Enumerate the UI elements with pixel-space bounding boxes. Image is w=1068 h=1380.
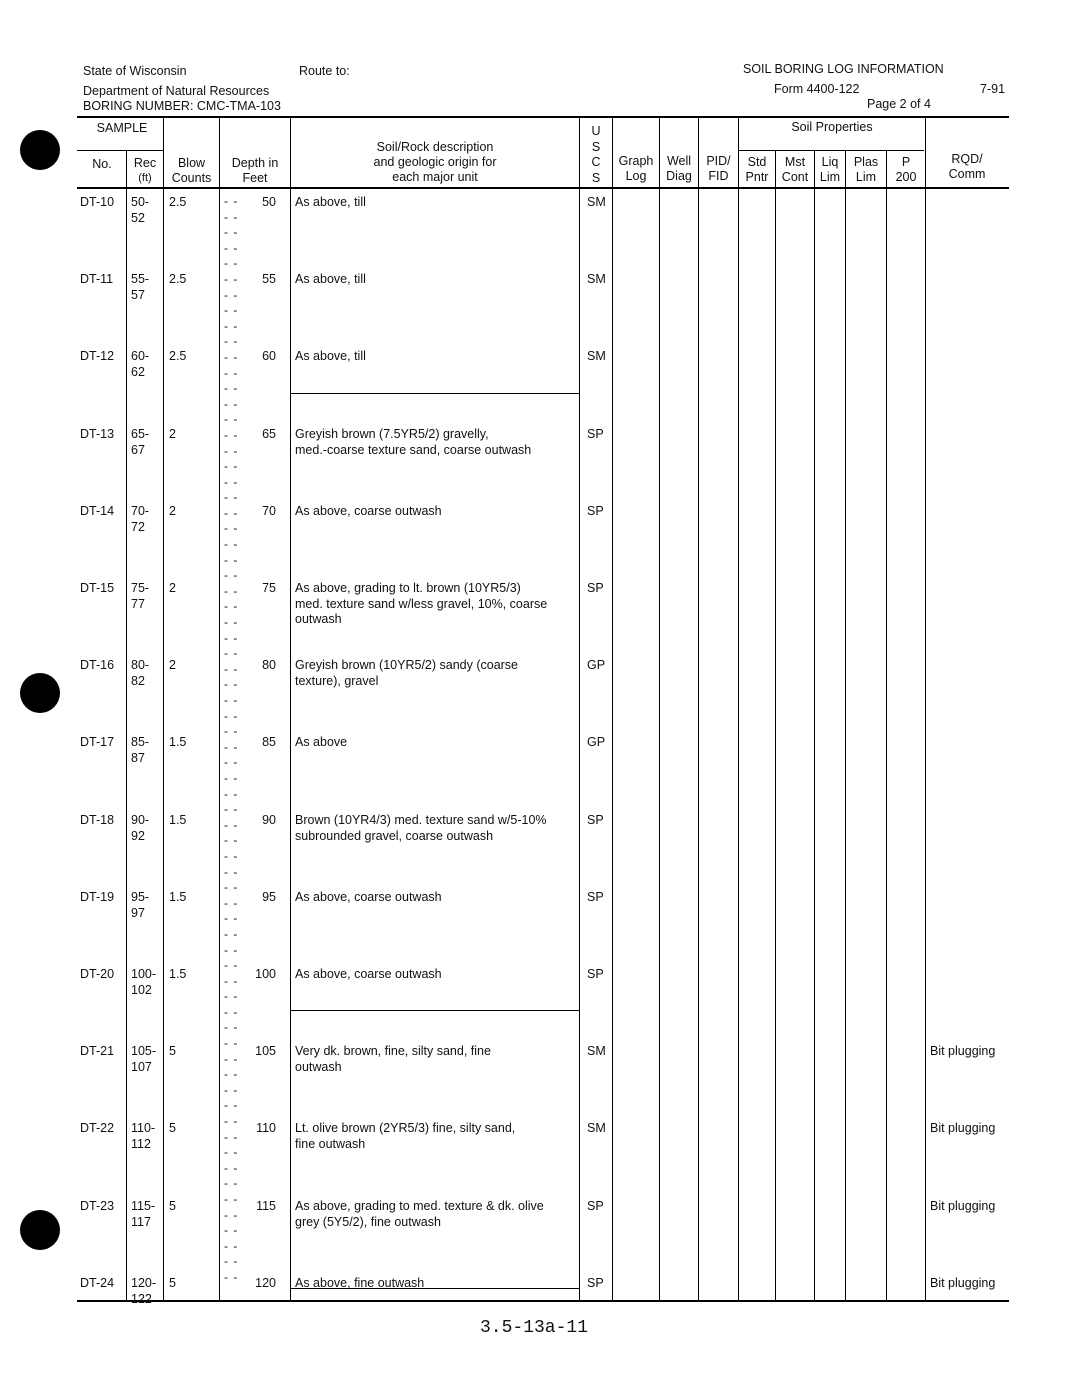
col-line-liq bbox=[814, 151, 815, 1301]
page-indicator: Page 2 of 4 bbox=[867, 97, 931, 111]
depth-value: 50 bbox=[262, 195, 276, 209]
col-line-std bbox=[738, 117, 739, 1302]
sample-number: DT-21 bbox=[80, 1044, 115, 1058]
blow-counts: 5 bbox=[169, 1121, 176, 1135]
soil-description: As above, grading to lt. brown (10YR5/3) med. texture sand w/less gravel, 10%, coarse outwash bbox=[295, 581, 548, 626]
col-line-mst bbox=[775, 151, 776, 1301]
soil-props-subheader-line bbox=[738, 150, 924, 151]
description-header: Soil/Rock description and geologic origin for each major unit bbox=[373, 140, 497, 184]
soil-description: As above, fine outwash bbox=[295, 1276, 425, 1290]
soil-description: Greyish brown (10YR5/2) sandy (coarse texture), gravel bbox=[295, 658, 519, 688]
soil-description: As above, coarse outwash bbox=[295, 504, 442, 518]
depth-value: 65 bbox=[262, 427, 276, 441]
header-bottom-line bbox=[77, 187, 1009, 189]
depth-value: 60 bbox=[262, 349, 276, 363]
sample-number: DT-13 bbox=[80, 427, 115, 441]
depth-header: Depth in Feet bbox=[231, 156, 279, 185]
depth-value: 90 bbox=[262, 813, 276, 827]
depth-value: 100 bbox=[255, 967, 276, 981]
uscs-code: SP bbox=[587, 1199, 604, 1213]
table-top-line bbox=[77, 116, 1009, 118]
col-line-pid bbox=[698, 117, 699, 1302]
unit-boundary-line-1 bbox=[290, 393, 579, 394]
unit-boundary-line-2 bbox=[290, 1010, 579, 1011]
uscs-code: SM bbox=[587, 195, 606, 209]
uscs-code: SP bbox=[587, 967, 604, 981]
col-line-uscs bbox=[579, 117, 580, 1302]
sample-number: DT-18 bbox=[80, 813, 115, 827]
blow-counts: 2 bbox=[169, 658, 176, 672]
p200-header: P 200 bbox=[895, 155, 917, 184]
recovery: 90- 92 bbox=[131, 813, 150, 843]
recovery: 55- 57 bbox=[131, 272, 150, 302]
uscs-code: SP bbox=[587, 581, 604, 595]
well-diag-header: Well Diag bbox=[666, 154, 692, 183]
col-line-desc bbox=[290, 117, 291, 1302]
soil-description: As above, coarse outwash bbox=[295, 967, 442, 981]
soil-description: As above, grading to med. texture & dk. olive grey (5Y5/2), fine outwash bbox=[295, 1199, 544, 1229]
blow-counts: 5 bbox=[169, 1199, 176, 1213]
uscs-code: SM bbox=[587, 272, 606, 286]
uscs-code: SM bbox=[587, 349, 606, 363]
log-title: SOIL BORING LOG INFORMATION bbox=[743, 62, 944, 76]
rqd-comm-header: RQD/ Comm bbox=[948, 152, 986, 181]
sample-subheader-line bbox=[77, 150, 163, 151]
blow-counts: 2 bbox=[169, 581, 176, 595]
pid-fid-header: PID/ FID bbox=[706, 154, 731, 183]
no-header: No. bbox=[92, 157, 112, 171]
recovery: 105- 107 bbox=[131, 1044, 157, 1074]
depth-value: 95 bbox=[262, 890, 276, 904]
depth-value: 105 bbox=[255, 1044, 276, 1058]
recovery: 100- 102 bbox=[131, 967, 157, 997]
form-date: 7-91 bbox=[980, 82, 1006, 96]
comment: Bit plugging bbox=[930, 1199, 996, 1213]
comment: Bit plugging bbox=[930, 1044, 996, 1058]
depth-value: 110 bbox=[256, 1121, 276, 1135]
uscs-code: SM bbox=[587, 1121, 606, 1135]
depth-value: 85 bbox=[262, 735, 276, 749]
uscs-code: GP bbox=[587, 735, 606, 749]
blow-counts: 1.5 bbox=[169, 735, 187, 749]
recovery: 95- 97 bbox=[131, 890, 150, 920]
soil-description: As above, till bbox=[295, 349, 366, 363]
sample-number: DT-15 bbox=[80, 581, 115, 595]
col-line-plas bbox=[845, 151, 846, 1301]
blow-counts: 2.5 bbox=[169, 349, 187, 363]
route-to-label: Route to: bbox=[299, 64, 350, 78]
recovery: 80- 82 bbox=[131, 658, 150, 688]
sample-number: DT-24 bbox=[80, 1276, 115, 1290]
soil-properties-header: Soil Properties bbox=[791, 120, 873, 134]
punch-hole-bottom bbox=[20, 1210, 60, 1250]
comment: Bit plugging bbox=[930, 1276, 996, 1290]
blow-counts: 1.5 bbox=[169, 890, 187, 904]
sample-number: DT-20 bbox=[80, 967, 115, 981]
blow-counts: 2.5 bbox=[169, 272, 187, 286]
liq-lim-header: Liq Lim bbox=[819, 155, 841, 184]
plas-lim-header: Plas Lim bbox=[853, 155, 879, 184]
soil-description: Lt. olive brown (2YR5/3) fine, silty sand, fine outwash bbox=[295, 1121, 516, 1151]
depth-value: 120 bbox=[255, 1276, 276, 1290]
col-line-blow bbox=[163, 117, 164, 1302]
col-line-rec bbox=[126, 151, 127, 1301]
sample-number: DT-16 bbox=[80, 658, 115, 672]
recovery: 70- 72 bbox=[131, 504, 150, 534]
depth-value: 115 bbox=[256, 1199, 276, 1213]
recovery: 120- 122 bbox=[131, 1276, 157, 1306]
state-label: State of Wisconsin bbox=[83, 64, 187, 78]
punch-hole-middle bbox=[20, 673, 60, 713]
depth-tick-dashes: - - - - - - - - - - - - - - - - - - - - - - - - - - - - - - - - - - - - - - - - - - - - - - - - - - - - - - - - - - - - - - - - - - - - - - - - - - - - - - - - - - - - - - - - - - - - - - - - - - - - - - - - - - - - - - - - - - - - - - - - - - - - - - - - - - - - - - - - - - - - bbox=[224, 194, 239, 1284]
recovery: 50- 52 bbox=[131, 195, 150, 225]
blow-counts: 2.5 bbox=[169, 195, 187, 209]
recovery: 115- 117 bbox=[131, 1199, 156, 1229]
soil-description: As above bbox=[295, 735, 348, 749]
uscs-code: SM bbox=[587, 1044, 606, 1058]
std-pntr-header: Std Pntr bbox=[745, 155, 769, 184]
recovery: 85- 87 bbox=[131, 735, 150, 765]
uscs-code: SP bbox=[587, 813, 604, 827]
sample-number: DT-10 bbox=[80, 195, 115, 209]
sample-number: DT-12 bbox=[80, 349, 115, 363]
col-line-graph bbox=[612, 117, 613, 1302]
uscs-header: U S C S bbox=[591, 124, 601, 185]
col-line-p200 bbox=[886, 151, 887, 1301]
blow-counts: 2 bbox=[169, 504, 176, 518]
blow-counts: 2 bbox=[169, 427, 176, 441]
boring-number: BORING NUMBER: CMC-TMA-103 bbox=[83, 99, 281, 113]
soil-description: As above, coarse outwash bbox=[295, 890, 442, 904]
blow-counts: 1.5 bbox=[169, 813, 187, 827]
depth-value: 55 bbox=[262, 272, 276, 286]
recovery: 60- 62 bbox=[131, 349, 150, 379]
blow-counts: 5 bbox=[169, 1044, 176, 1058]
soil-description: Very dk. brown, fine, silty sand, fine outwash bbox=[295, 1044, 491, 1074]
uscs-code: SP bbox=[587, 504, 604, 518]
recovery: 75- 77 bbox=[131, 581, 150, 611]
uscs-code: SP bbox=[587, 890, 604, 904]
blow-counts: 5 bbox=[169, 1276, 176, 1290]
sample-header: SAMPLE bbox=[96, 121, 148, 135]
col-line-well bbox=[659, 117, 660, 1302]
form-number: Form 4400-122 bbox=[774, 82, 860, 96]
soil-description: As above, till bbox=[295, 272, 366, 286]
sample-number: DT-19 bbox=[80, 890, 115, 904]
soil-description: Greyish brown (7.5YR5/2) gravelly, med.-coarse texture sand, coarse outwash bbox=[295, 427, 532, 457]
soil-description: As above, till bbox=[295, 195, 366, 209]
sample-number: DT-11 bbox=[80, 272, 114, 286]
dept-label: Department of Natural Resources bbox=[83, 84, 270, 98]
graph-log-header: Graph Log bbox=[618, 154, 654, 183]
page-footer-number: 3.5-13a-11 bbox=[479, 1318, 589, 1338]
blow-counts-header: Blow Counts bbox=[171, 156, 212, 185]
depth-value: 75 bbox=[262, 581, 276, 595]
rec-header: Rec (ft) bbox=[133, 156, 157, 184]
sample-number: DT-23 bbox=[80, 1199, 115, 1213]
depth-value: 80 bbox=[262, 658, 276, 672]
mst-cont-header: Mst Cont bbox=[781, 155, 809, 184]
recovery: 110- 112 bbox=[131, 1121, 156, 1151]
sample-number: DT-22 bbox=[80, 1121, 115, 1135]
blow-counts: 1.5 bbox=[169, 967, 187, 981]
uscs-code: SP bbox=[587, 1276, 604, 1290]
uscs-code: GP bbox=[587, 658, 606, 672]
col-line-depth bbox=[219, 117, 220, 1302]
sample-number: DT-17 bbox=[80, 735, 115, 749]
depth-value: 70 bbox=[262, 504, 276, 518]
col-line-rqd bbox=[925, 117, 926, 1302]
punch-hole-top bbox=[20, 130, 60, 170]
recovery: 65- 67 bbox=[131, 427, 150, 457]
comment: Bit plugging bbox=[930, 1121, 996, 1135]
soil-description: Brown (10YR4/3) med. texture sand w/5-10% subrounded gravel, coarse outwash bbox=[295, 813, 547, 843]
table-bottom-line bbox=[77, 1300, 1009, 1302]
sample-number: DT-14 bbox=[80, 504, 115, 518]
uscs-code: SP bbox=[587, 427, 604, 441]
